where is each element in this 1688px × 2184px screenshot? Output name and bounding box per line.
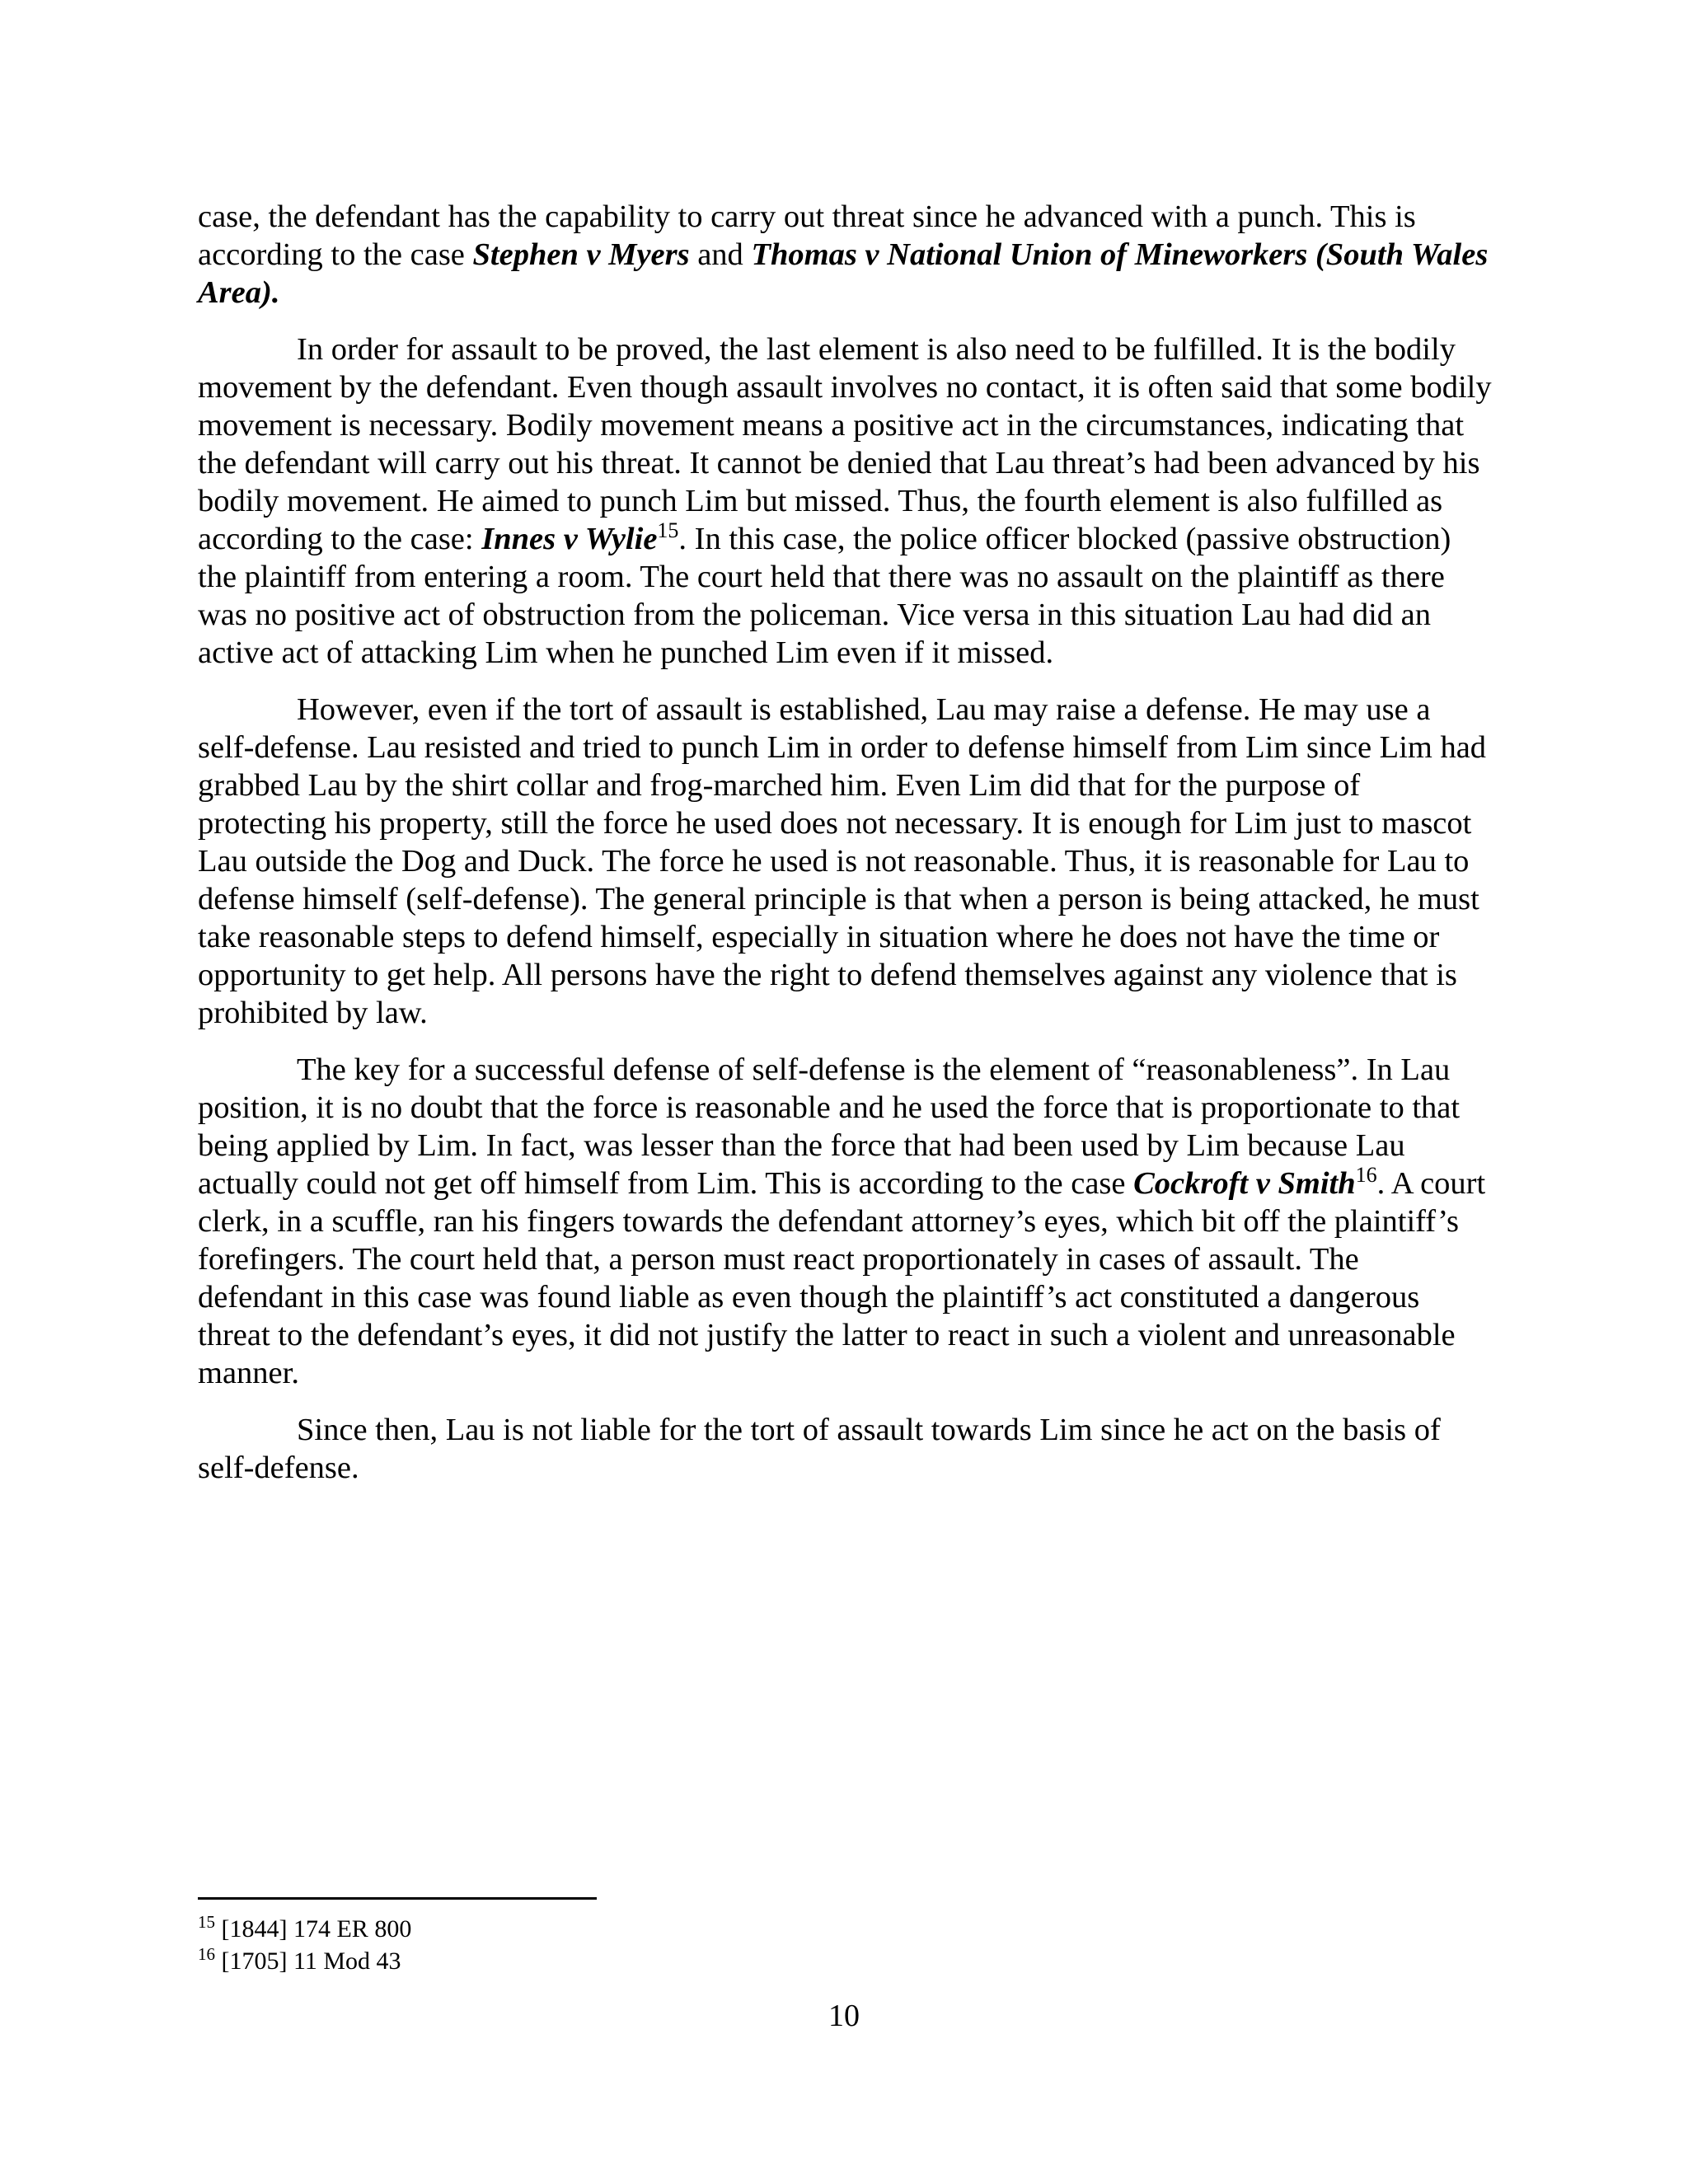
body-text (198, 198, 1492, 1506)
case-citation: Thomas v National Union of Mineworkers (South Wales Area). (198, 237, 1489, 310)
paragraph-5 (198, 1411, 1492, 1487)
footnote-16 (198, 1945, 411, 1977)
case-citation: Stephen v Myers (472, 237, 690, 272)
footnote-text: [1705] 11 Mod 43 (221, 1947, 401, 1975)
page-number: 10 (828, 1999, 860, 2033)
paragraph-text: However, even if the tort of assault is established, Lau may raise a defense. He may use a self-defense. Lau resisted and tried to punch Lim in order to defense himself from Lim since Lim had grabbed Lau by the shirt collar and frog-marched him. Even Lim did that for the purpose of protecting his property, still the force he used does not necessary. It is enough for Lim just to mascot Lau outside the Dog and Duck. The force he used is not reasonable. Thus, it is reasonable for Lau to defense himself (self-defense). The general principle is that when a person is being attacked, he must take reasonable steps to defend himself, especially in situation where he does not have the time or opportunity to get help. All persons have the right to defend themselves against any violence that is prohibited by law. (198, 692, 1487, 1030)
footnote-number: 15 (198, 1912, 215, 1932)
footnote-text: [1844] 174 ER 800 (221, 1915, 412, 1943)
paragraph-4 (198, 1051, 1492, 1392)
footnote-reference: 16 (1355, 1163, 1377, 1188)
case-citation: Innes v Wylie (481, 522, 658, 556)
paragraph-2 (198, 330, 1492, 672)
footnote-15 (198, 1913, 411, 1945)
paragraph-text: and (689, 237, 752, 272)
paragraph-text: . A court clerk, in a scuffle, ran his fingers towards the defendant attorney’s eyes, which bit off the plaintiff’s forefingers. The court held that, a person must react proportionately in cases of assault. The defendant in this case was found liable as even though the plaintiff’s act constituted a dangerous threat to the defendant’s eyes, it did not justify the latter to react in such a violent and unreasonable manner. (198, 1166, 1486, 1390)
case-citation: Cockroft v Smith (1133, 1166, 1356, 1201)
paragraph-1 (198, 198, 1492, 312)
footnote-separator (198, 1897, 597, 1900)
footnote-reference: 15 (657, 518, 679, 543)
paragraph-text: Since then, Lau is not liable for the tort of assault towards Lim since he act on the basis of self-defense. (198, 1413, 1441, 1485)
footnote-number: 16 (198, 1944, 215, 1964)
paragraph-text: The key for a successful defense of self-defense is the element of “reasonableness”. In Lau position, it is no doubt that the force is reasonable and he used the force that is proportionate to that being applied by Lim. In fact, was lesser than the force that had been used by Lim because Lau actually could not get off himself from Lim. This is according to the case (198, 1052, 1461, 1201)
paragraph-text: . In this case, the police officer blocked (passive obstruction) the plaintiff from entering a room. The court held that there was no assault on the plaintiff as there was no positive act of obstruction from the policeman. Vice versa in this situation Lau had did an active act of attacking Lim when he punched Lim even if it missed. (198, 522, 1451, 670)
paragraph-3 (198, 691, 1492, 1032)
footnotes (198, 1913, 411, 1977)
paragraph-text: case, the defendant has the capability to carry out threat since he advanced with a punch. This is according to the case (198, 199, 1416, 272)
paragraph-text: In order for assault to be proved, the last element is also need to be fulfilled. It is the bodily movement by the defendant. Even though assault involves no contact, it is often said that some bodily movement is necessary. Bodily movement means a positive act in the circumstances, indicating that the defendant will carry out his threat. It cannot be denied that Lau threat’s had been advanced by his bodily movement. He aimed to punch Lim but missed. Thus, the fourth element is also fulfilled as according to the case: (198, 332, 1492, 556)
